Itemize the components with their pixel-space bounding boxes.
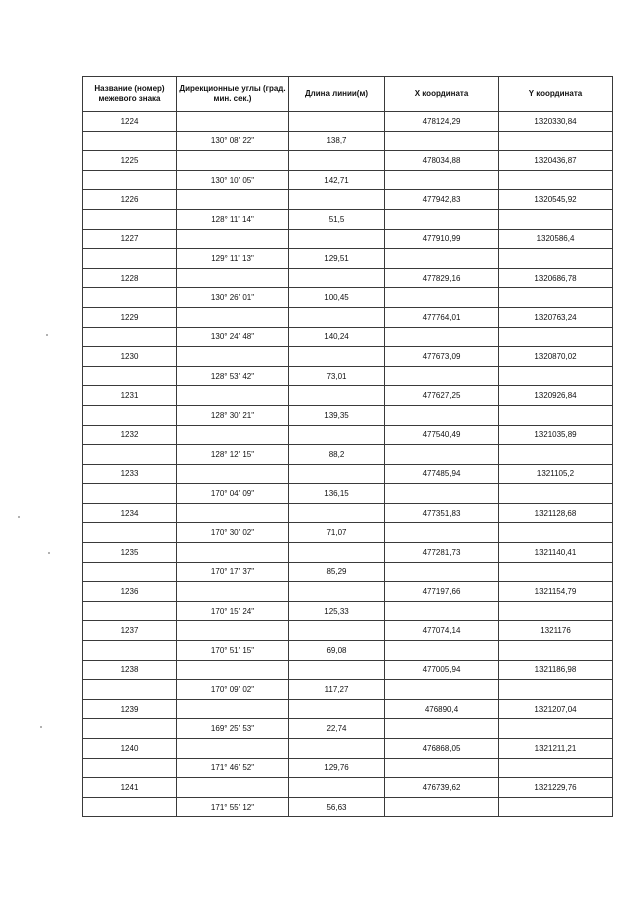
empty-cell <box>83 209 177 229</box>
empty-cell <box>385 523 499 543</box>
segment-row <box>83 445 613 465</box>
y-coordinate-cell: 1321128,68 <box>499 503 613 523</box>
segment-row <box>83 405 613 425</box>
empty-cell <box>83 405 177 425</box>
direction-angle-cell: 169° 25' 53" <box>177 719 289 739</box>
direction-angle-cell: 129° 11' 13" <box>177 249 289 269</box>
point-name-cell: 1238 <box>83 660 177 680</box>
point-name-cell: 1241 <box>83 778 177 798</box>
empty-cell <box>289 347 385 367</box>
scan-speck <box>40 726 42 728</box>
empty-cell <box>499 288 613 308</box>
point-row <box>83 699 613 719</box>
x-coordinate-cell: 477627,25 <box>385 386 499 406</box>
empty-cell <box>289 621 385 641</box>
y-coordinate-cell: 1320926,84 <box>499 386 613 406</box>
empty-cell <box>289 660 385 680</box>
segment-row <box>83 288 613 308</box>
scan-speck <box>46 334 48 336</box>
direction-angle-cell: 130° 24' 48" <box>177 327 289 347</box>
segment-row <box>83 366 613 386</box>
empty-cell <box>499 797 613 817</box>
empty-cell <box>385 131 499 151</box>
empty-cell <box>289 699 385 719</box>
segment-row <box>83 327 613 347</box>
direction-angle-cell: 128° 12' 15" <box>177 445 289 465</box>
direction-angle-cell: 171° 55' 12" <box>177 797 289 817</box>
y-coordinate-cell: 1320330,84 <box>499 112 613 132</box>
direction-angle-cell: 130° 26' 01" <box>177 288 289 308</box>
point-row <box>83 503 613 523</box>
empty-cell <box>385 484 499 504</box>
x-coordinate-cell: 477829,16 <box>385 268 499 288</box>
point-name-cell: 1228 <box>83 268 177 288</box>
point-name-cell: 1231 <box>83 386 177 406</box>
empty-cell <box>289 464 385 484</box>
empty-cell <box>499 170 613 190</box>
y-coordinate-cell: 1321176 <box>499 621 613 641</box>
y-coordinate-cell: 1321154,79 <box>499 582 613 602</box>
line-length-cell: 51,5 <box>289 209 385 229</box>
y-coordinate-cell: 1320686,78 <box>499 268 613 288</box>
empty-cell <box>83 170 177 190</box>
point-row <box>83 660 613 680</box>
line-length-cell: 129,51 <box>289 249 385 269</box>
empty-cell <box>385 641 499 661</box>
line-length-cell: 139,35 <box>289 405 385 425</box>
direction-angle-cell: 170° 04' 09" <box>177 484 289 504</box>
empty-cell <box>385 288 499 308</box>
empty-cell <box>83 249 177 269</box>
segment-row <box>83 523 613 543</box>
empty-cell <box>289 151 385 171</box>
segment-row <box>83 131 613 151</box>
x-coordinate-cell: 477351,83 <box>385 503 499 523</box>
empty-cell <box>499 484 613 504</box>
segment-row <box>83 484 613 504</box>
point-row <box>83 621 613 641</box>
empty-cell <box>385 562 499 582</box>
x-coordinate-cell: 476739,62 <box>385 778 499 798</box>
empty-cell <box>289 190 385 210</box>
empty-cell <box>289 386 385 406</box>
header-line-length: Длина линии(м) <box>289 77 385 112</box>
point-name-cell: 1234 <box>83 503 177 523</box>
empty-cell <box>499 680 613 700</box>
empty-cell <box>385 680 499 700</box>
empty-cell <box>177 229 289 249</box>
point-row <box>83 151 613 171</box>
empty-cell <box>499 758 613 778</box>
empty-cell <box>289 778 385 798</box>
empty-cell <box>83 641 177 661</box>
empty-cell <box>177 699 289 719</box>
y-coordinate-cell: 1321207,04 <box>499 699 613 719</box>
point-name-cell: 1224 <box>83 112 177 132</box>
direction-angle-cell: 128° 30' 21" <box>177 405 289 425</box>
empty-cell <box>177 386 289 406</box>
direction-angle-cell: 170° 51' 15" <box>177 641 289 661</box>
empty-cell <box>83 523 177 543</box>
direction-angle-cell: 171° 46' 52" <box>177 758 289 778</box>
header-y-coordinate: Y координата <box>499 77 613 112</box>
line-length-cell: 117,27 <box>289 680 385 700</box>
empty-cell <box>83 562 177 582</box>
empty-cell <box>499 719 613 739</box>
segment-row <box>83 209 613 229</box>
segment-row <box>83 680 613 700</box>
line-length-cell: 85,29 <box>289 562 385 582</box>
line-length-cell: 136,15 <box>289 484 385 504</box>
empty-cell <box>177 778 289 798</box>
direction-angle-cell: 170° 30' 02" <box>177 523 289 543</box>
direction-angle-cell: 130° 08' 22" <box>177 131 289 151</box>
empty-cell <box>499 249 613 269</box>
point-row <box>83 425 613 445</box>
point-name-cell: 1230 <box>83 347 177 367</box>
scan-speck <box>18 516 20 518</box>
point-row <box>83 386 613 406</box>
point-name-cell: 1229 <box>83 307 177 327</box>
empty-cell <box>499 601 613 621</box>
empty-cell <box>289 739 385 759</box>
point-name-cell: 1226 <box>83 190 177 210</box>
point-row <box>83 582 613 602</box>
x-coordinate-cell: 477281,73 <box>385 543 499 563</box>
x-coordinate-cell: 477197,66 <box>385 582 499 602</box>
empty-cell <box>177 307 289 327</box>
empty-cell <box>499 562 613 582</box>
empty-cell <box>83 719 177 739</box>
empty-cell <box>289 112 385 132</box>
point-row <box>83 268 613 288</box>
empty-cell <box>385 366 499 386</box>
point-name-cell: 1232 <box>83 425 177 445</box>
line-length-cell: 100,45 <box>289 288 385 308</box>
y-coordinate-cell: 1320436,87 <box>499 151 613 171</box>
x-coordinate-cell: 477074,14 <box>385 621 499 641</box>
empty-cell <box>177 503 289 523</box>
point-name-cell: 1237 <box>83 621 177 641</box>
point-name-cell: 1239 <box>83 699 177 719</box>
empty-cell <box>289 425 385 445</box>
direction-angle-cell: 128° 53' 42" <box>177 366 289 386</box>
segment-row <box>83 562 613 582</box>
y-coordinate-cell: 1321035,89 <box>499 425 613 445</box>
y-coordinate-cell: 1321229,76 <box>499 778 613 798</box>
point-row <box>83 778 613 798</box>
empty-cell <box>385 601 499 621</box>
empty-cell <box>177 464 289 484</box>
x-coordinate-cell: 477910,99 <box>385 229 499 249</box>
empty-cell <box>83 445 177 465</box>
point-row <box>83 464 613 484</box>
line-length-cell: 140,24 <box>289 327 385 347</box>
line-length-cell: 125,33 <box>289 601 385 621</box>
segment-row <box>83 758 613 778</box>
empty-cell <box>385 719 499 739</box>
empty-cell <box>177 425 289 445</box>
direction-angle-cell: 130° 10' 05" <box>177 170 289 190</box>
empty-cell <box>177 112 289 132</box>
empty-cell <box>289 229 385 249</box>
point-name-cell: 1225 <box>83 151 177 171</box>
empty-cell <box>385 327 499 347</box>
empty-cell <box>83 131 177 151</box>
point-row <box>83 307 613 327</box>
empty-cell <box>83 758 177 778</box>
line-length-cell: 56,63 <box>289 797 385 817</box>
empty-cell <box>83 797 177 817</box>
empty-cell <box>289 503 385 523</box>
point-name-cell: 1240 <box>83 739 177 759</box>
x-coordinate-cell: 477485,94 <box>385 464 499 484</box>
empty-cell <box>83 680 177 700</box>
empty-cell <box>289 582 385 602</box>
direction-angle-cell: 128° 11' 14" <box>177 209 289 229</box>
line-length-cell: 71,07 <box>289 523 385 543</box>
empty-cell <box>83 366 177 386</box>
boundary-coordinates-table <box>82 76 613 817</box>
empty-cell <box>177 621 289 641</box>
empty-cell <box>499 523 613 543</box>
y-coordinate-cell: 1321211,21 <box>499 739 613 759</box>
empty-cell <box>385 170 499 190</box>
empty-cell <box>385 758 499 778</box>
empty-cell <box>385 405 499 425</box>
header-row <box>83 77 613 112</box>
x-coordinate-cell: 476890,4 <box>385 699 499 719</box>
empty-cell <box>499 366 613 386</box>
line-length-cell: 73,01 <box>289 366 385 386</box>
empty-cell <box>385 209 499 229</box>
empty-cell <box>289 268 385 288</box>
empty-cell <box>83 288 177 308</box>
point-row <box>83 543 613 563</box>
segment-row <box>83 601 613 621</box>
empty-cell <box>177 190 289 210</box>
empty-cell <box>385 249 499 269</box>
segment-row <box>83 170 613 190</box>
x-coordinate-cell: 477942,83 <box>385 190 499 210</box>
segment-row <box>83 249 613 269</box>
direction-angle-cell: 170° 15' 24" <box>177 601 289 621</box>
y-coordinate-cell: 1321186,98 <box>499 660 613 680</box>
direction-angle-cell: 170° 17' 37" <box>177 562 289 582</box>
line-length-cell: 138,7 <box>289 131 385 151</box>
x-coordinate-cell: 477005,94 <box>385 660 499 680</box>
line-length-cell: 88,2 <box>289 445 385 465</box>
empty-cell <box>83 601 177 621</box>
empty-cell <box>499 405 613 425</box>
y-coordinate-cell: 1320763,24 <box>499 307 613 327</box>
point-row <box>83 347 613 367</box>
empty-cell <box>289 543 385 563</box>
empty-cell <box>289 307 385 327</box>
point-row <box>83 739 613 759</box>
empty-cell <box>499 445 613 465</box>
x-coordinate-cell: 476868,05 <box>385 739 499 759</box>
point-name-cell: 1233 <box>83 464 177 484</box>
empty-cell <box>83 327 177 347</box>
point-name-cell: 1227 <box>83 229 177 249</box>
point-row <box>83 190 613 210</box>
header-direction-angle: Дирекционные углы (град. мин. сек.) <box>177 77 289 112</box>
line-length-cell: 142,71 <box>289 170 385 190</box>
point-row <box>83 229 613 249</box>
header-point-name: Название (номер) межевого знака <box>83 77 177 112</box>
point-name-cell: 1236 <box>83 582 177 602</box>
x-coordinate-cell: 477540,49 <box>385 425 499 445</box>
empty-cell <box>177 268 289 288</box>
point-name-cell: 1235 <box>83 543 177 563</box>
empty-cell <box>385 797 499 817</box>
segment-row <box>83 719 613 739</box>
empty-cell <box>177 739 289 759</box>
line-length-cell: 69,08 <box>289 641 385 661</box>
x-coordinate-cell: 478034,88 <box>385 151 499 171</box>
empty-cell <box>177 660 289 680</box>
empty-cell <box>177 582 289 602</box>
empty-cell <box>83 484 177 504</box>
point-row <box>83 112 613 132</box>
empty-cell <box>499 131 613 151</box>
segment-row <box>83 797 613 817</box>
empty-cell <box>499 327 613 347</box>
x-coordinate-cell: 477764,01 <box>385 307 499 327</box>
empty-cell <box>499 641 613 661</box>
x-coordinate-cell: 477673,09 <box>385 347 499 367</box>
x-coordinate-cell: 478124,29 <box>385 112 499 132</box>
y-coordinate-cell: 1320870,02 <box>499 347 613 367</box>
y-coordinate-cell: 1320586,4 <box>499 229 613 249</box>
empty-cell <box>385 445 499 465</box>
empty-cell <box>177 151 289 171</box>
empty-cell <box>177 347 289 367</box>
line-length-cell: 129,76 <box>289 758 385 778</box>
scan-speck <box>48 552 50 554</box>
direction-angle-cell: 170° 09' 02" <box>177 680 289 700</box>
header-x-coordinate: X координата <box>385 77 499 112</box>
segment-row <box>83 641 613 661</box>
line-length-cell: 22,74 <box>289 719 385 739</box>
empty-cell <box>177 543 289 563</box>
y-coordinate-cell: 1320545,92 <box>499 190 613 210</box>
y-coordinate-cell: 1321140,41 <box>499 543 613 563</box>
y-coordinate-cell: 1321105,2 <box>499 464 613 484</box>
empty-cell <box>499 209 613 229</box>
